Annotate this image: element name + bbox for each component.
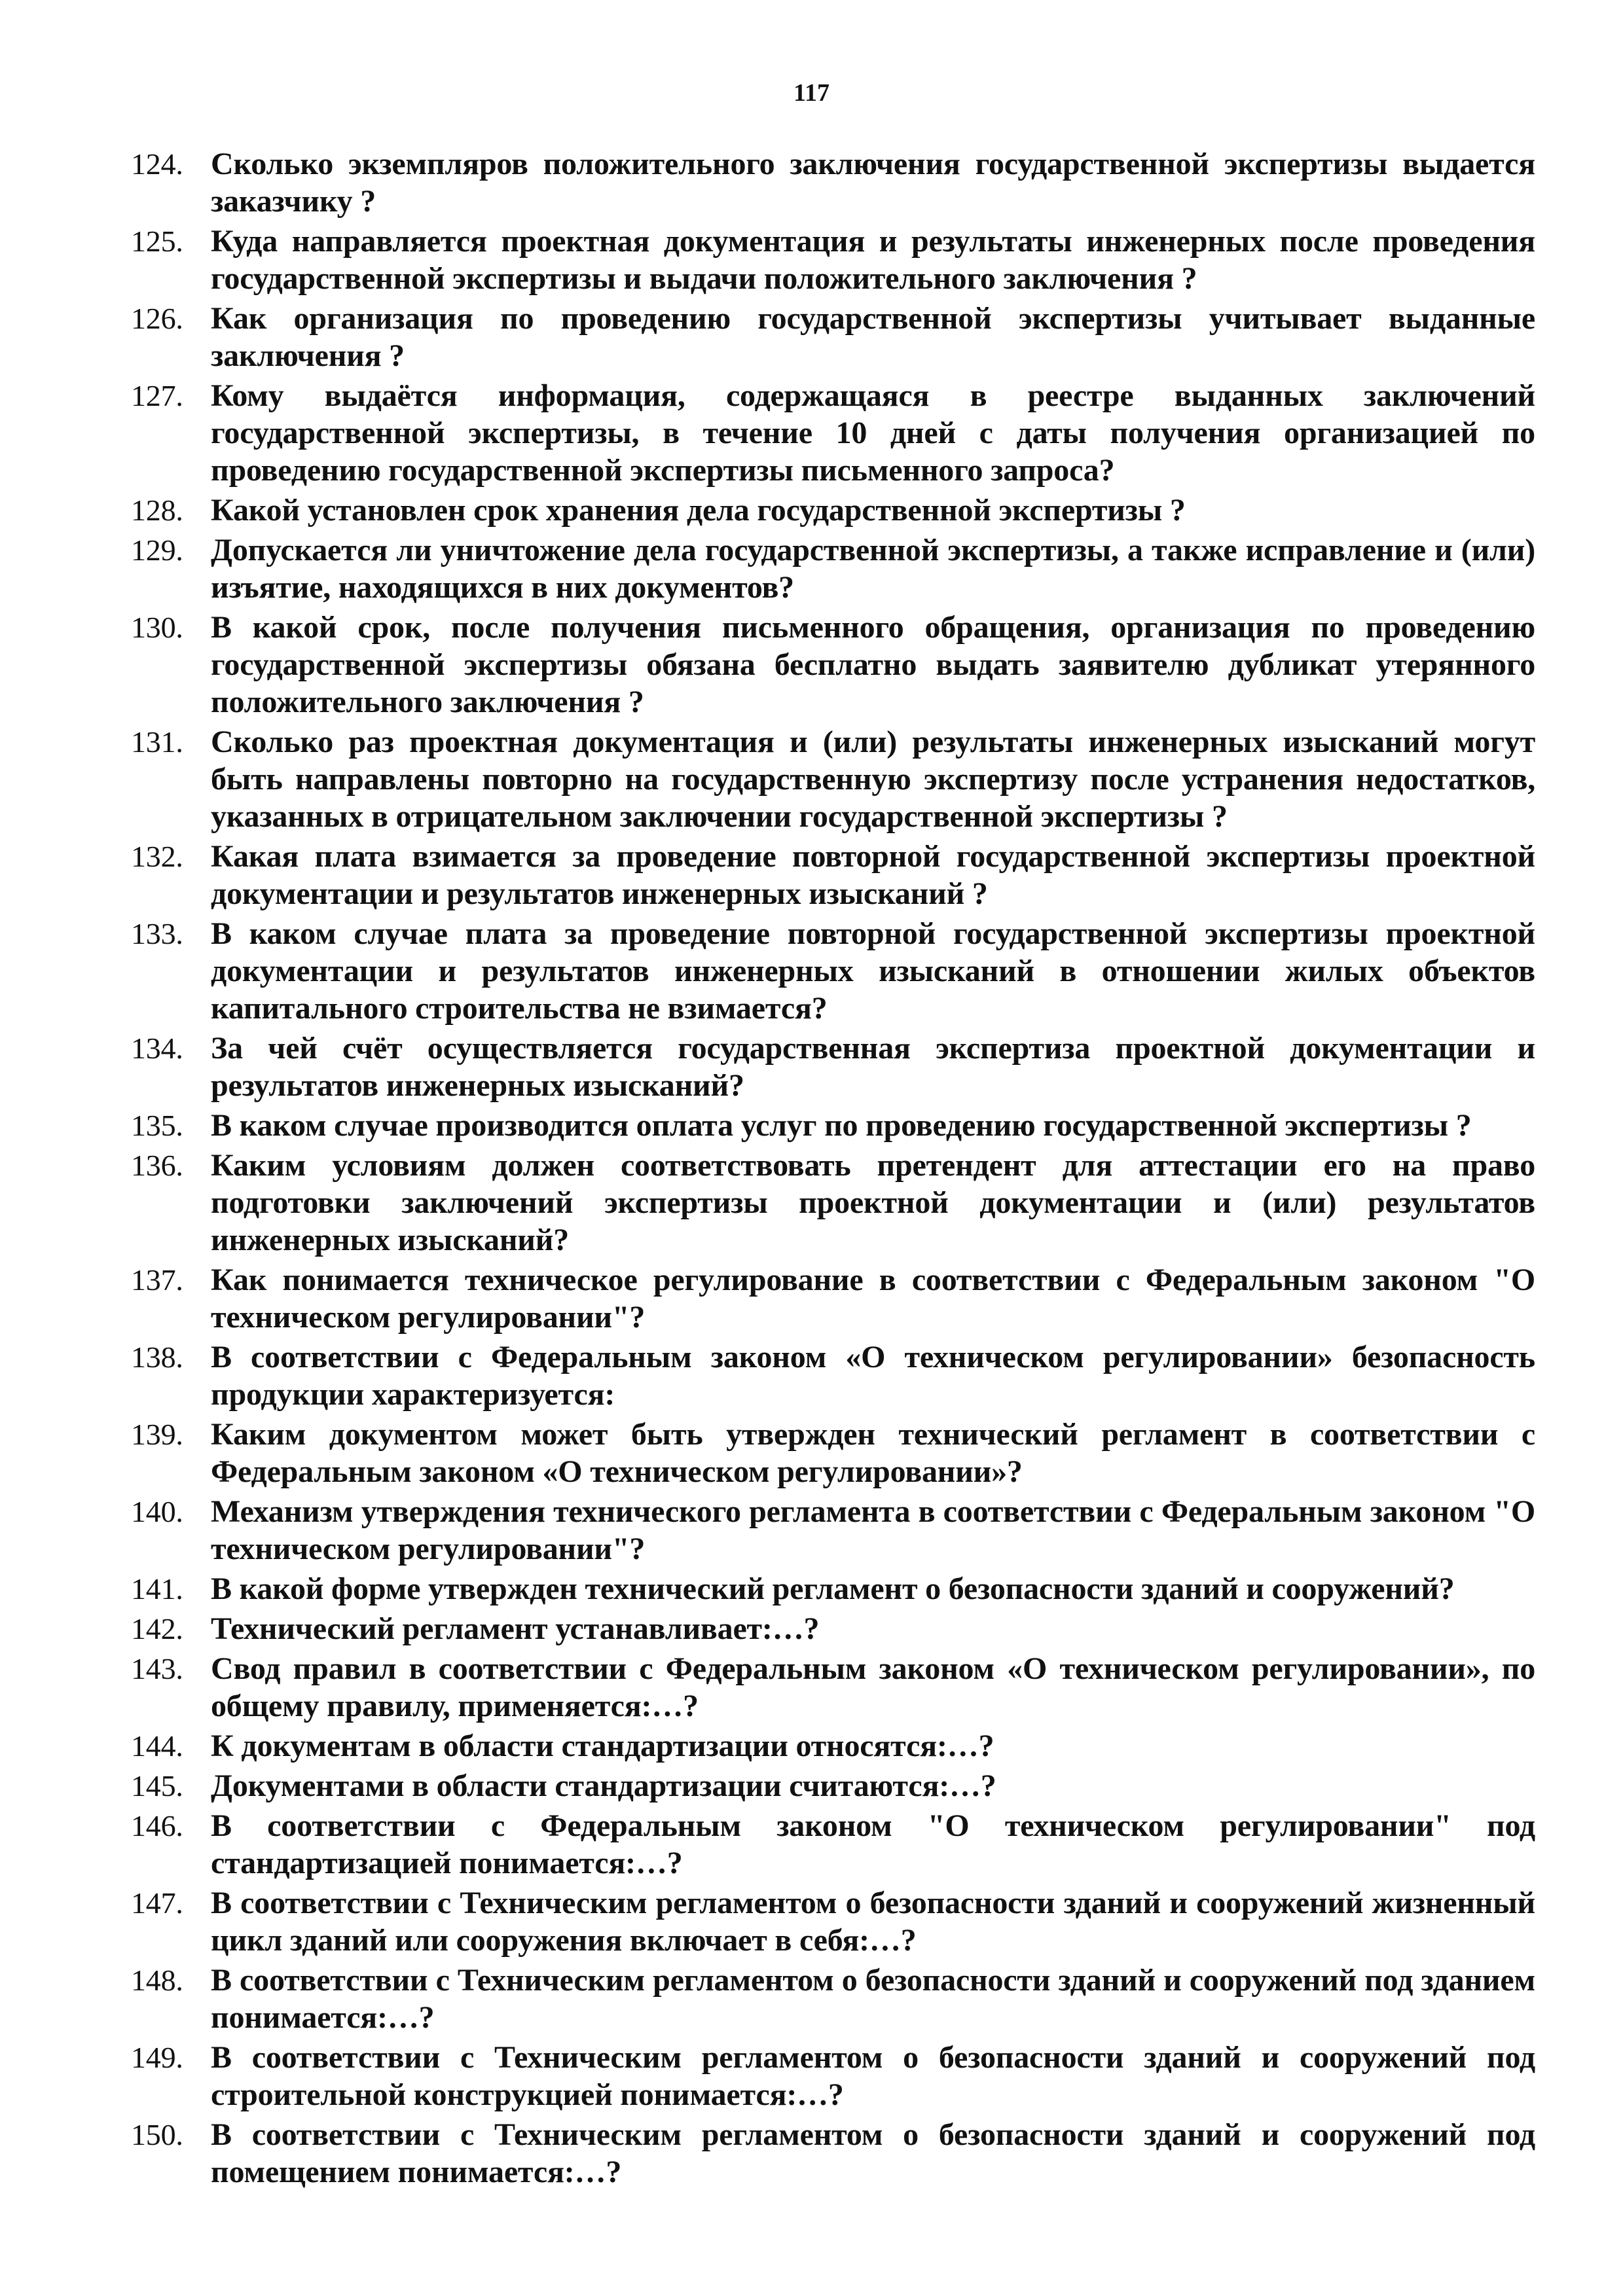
question-item xyxy=(131,1147,1535,1259)
question-text: В какой форме утвержден технический регламент о безопасности зданий и сооружений? xyxy=(211,1571,1455,1606)
question-item xyxy=(131,1416,1535,1490)
question-text: Какой установлен срок хранения дела государственной экспертизы ? xyxy=(211,493,1186,528)
question-text: В соответствии с Техническим регламентом о безопасности зданий и сооружений под помещением понимается:…? xyxy=(211,2117,1535,2189)
question-text: Каким условиям должен соответствовать претендент для аттестации его на право подготовки заключений экспертизы проектной документации и (или) результатов инженерных изысканий? xyxy=(211,1148,1535,1257)
question-item xyxy=(131,1493,1535,1568)
question-number: 125. xyxy=(131,224,183,258)
question-text: Документами в области стандартизации считаются:…? xyxy=(211,1768,996,1803)
question-item xyxy=(131,377,1535,489)
question-text: В соответствии с Техническим регламентом о безопасности зданий и сооружений под строительной конструкцией понимается:…? xyxy=(211,2040,1535,2112)
question-number: 135. xyxy=(131,1109,183,1142)
question-item xyxy=(131,1884,1535,1959)
question-text: Как организация по проведению государственной экспертизы учитывает выданные заключения ? xyxy=(211,301,1535,373)
question-number: 140. xyxy=(131,1495,183,1528)
question-text: Допускается ли уничтожение дела государственной экспертизы, а также исправление и (или) изъятие, находящихся в них документов? xyxy=(211,533,1535,605)
question-text: Технический регламент устанавливает:…? xyxy=(211,1611,820,1646)
question-item xyxy=(131,1807,1535,1882)
question-item xyxy=(131,1107,1535,1144)
question-item xyxy=(131,1962,1535,2036)
question-text: Сколько экземпляров положительного заключения государственной экспертизы выдается заказчику ? xyxy=(211,147,1535,219)
question-number: 126. xyxy=(131,302,183,335)
page-number: 117 xyxy=(793,79,830,107)
question-text: Каким документом может быть утвержден технический регламент в соответствии с Федеральным законом «О техническом регулировании»? xyxy=(211,1417,1535,1489)
question-text: Свод правил в соответствии с Федеральным законом «О техническом регулировании», по общему правилу, применяется:…? xyxy=(211,1651,1535,1723)
question-item xyxy=(131,2039,1535,2113)
question-text: В соответствии с Техническим регламентом о безопасности зданий и сооружений жизненный цикл зданий или сооружения включает в себя:…? xyxy=(211,1886,1535,1958)
question-number: 144. xyxy=(131,1729,183,1763)
question-item xyxy=(131,838,1535,912)
question-item xyxy=(131,609,1535,721)
question-number: 137. xyxy=(131,1263,183,1297)
question-text: В каком случае производится оплата услуг по проведению государственной экспертизы ? xyxy=(211,1108,1472,1143)
question-item xyxy=(131,1338,1535,1413)
question-item xyxy=(131,492,1535,529)
question-item xyxy=(131,2116,1535,2191)
question-text: В каком случае плата за проведение повторной государственной экспертизы проектной документации и результатов инженерных изысканий в отношении жилых объектов капитального строительства не взимается? xyxy=(211,916,1535,1026)
question-number: 134. xyxy=(131,1031,183,1065)
question-item xyxy=(131,1261,1535,1336)
question-item xyxy=(131,723,1535,835)
question-number: 147. xyxy=(131,1886,183,1920)
question-number: 138. xyxy=(131,1340,183,1374)
question-item xyxy=(131,531,1535,606)
question-item xyxy=(131,1030,1535,1104)
question-item xyxy=(131,145,1535,220)
question-text: В какой срок, после получения письменного обращения, организация по проведению государственной экспертизы обязана бесплатно выдать заявителю дубликат утерянного положительного заключения ? xyxy=(211,610,1535,719)
question-number: 149. xyxy=(131,2041,183,2074)
question-text: Как понимается техническое регулирование в соответствии с Федеральным законом "О техническом регулировании"? xyxy=(211,1263,1535,1335)
question-item xyxy=(131,1570,1535,1607)
question-number: 133. xyxy=(131,917,183,950)
question-number: 141. xyxy=(131,1572,183,1605)
question-number: 129. xyxy=(131,533,183,567)
question-text: Сколько раз проектная документация и (или) результаты инженерных изысканий могут быть направлены повторно на государственную экспертизу после устранения недостатков, указанных в отрицательном заключении государственной экспертизы ? xyxy=(211,725,1535,834)
question-number: 130. xyxy=(131,611,183,644)
question-number: 142. xyxy=(131,1612,183,1645)
question-list xyxy=(131,145,1535,2193)
question-text: В соответствии с Техническим регламентом о безопасности зданий и сооружений под зданием понимается:…? xyxy=(211,1963,1535,2035)
question-text: В соответствии с Федеральным законом «О техническом регулировании» безопасность продукции характеризуется: xyxy=(211,1340,1535,1412)
question-text: Механизм утверждения технического регламента в соответствии с Федеральным законом "О техническом регулировании"? xyxy=(211,1494,1535,1566)
question-item xyxy=(131,1650,1535,1725)
question-number: 139. xyxy=(131,1418,183,1451)
question-text: Какая плата взимается за проведение повторной государственной экспертизы проектной документации и результатов инженерных изысканий ? xyxy=(211,839,1535,911)
question-item xyxy=(131,915,1535,1027)
question-number: 150. xyxy=(131,2118,183,2151)
question-number: 127. xyxy=(131,379,183,412)
question-number: 131. xyxy=(131,725,183,759)
question-number: 148. xyxy=(131,1964,183,1997)
question-text: Кому выдаётся информация, содержащаяся в реестре выданных заключений государственной экспертизы, в течение 10 дней с даты получения организацией по проведению государственной экспертизы письменного запроса? xyxy=(211,378,1535,488)
question-number: 145. xyxy=(131,1769,183,1803)
question-item xyxy=(131,1727,1535,1765)
question-number: 143. xyxy=(131,1652,183,1685)
question-text: Куда направляется проектная документация и результаты инженерных после проведения государственной экспертизы и выдачи положительного заключения ? xyxy=(211,224,1535,296)
question-number: 124. xyxy=(131,147,183,181)
question-number: 132. xyxy=(131,840,183,873)
question-item xyxy=(131,1610,1535,1647)
question-text: В соответствии с Федеральным законом "О техническом регулировании" под стандартизацией понимается:…? xyxy=(211,1808,1535,1880)
question-item xyxy=(131,1767,1535,1804)
question-item xyxy=(131,300,1535,374)
question-item xyxy=(131,223,1535,297)
question-number: 146. xyxy=(131,1809,183,1842)
question-text: К документам в области стандартизации относятся:…? xyxy=(211,1729,994,1763)
question-number: 136. xyxy=(131,1149,183,1182)
question-text: За чей счёт осуществляется государственная экспертиза проектной документации и результатов инженерных изысканий? xyxy=(211,1031,1535,1103)
question-number: 128. xyxy=(131,493,183,527)
